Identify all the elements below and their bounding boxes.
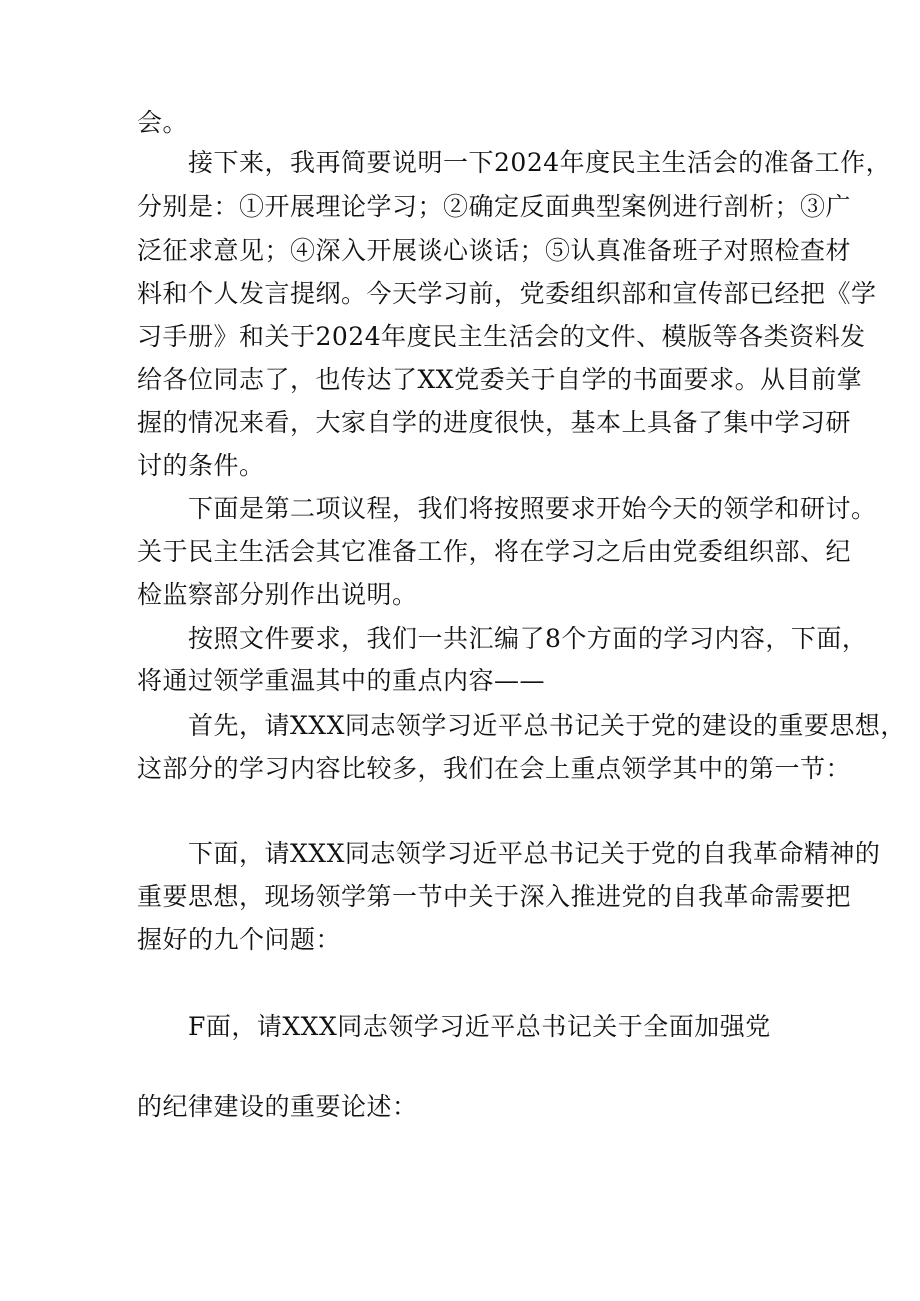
text-line: 检监察部分别作出说明。 <box>137 580 418 609</box>
text-line: 下面是第二项议程，我们将按照要求开始今天的领学和研讨。 <box>188 494 877 523</box>
text-line: 握好的九个问题： <box>137 925 342 954</box>
text-line: 料和个人发言提纲。今天学习前，党委组织部和宣传部已经把《学 <box>137 279 877 308</box>
text-line: 分别是：①开展理论学习；②确定反面典型案例进行剖析；③广 <box>137 192 852 221</box>
text-line: 习手册》和关于2024年度民主生活会的文件、模版等各类资料发 <box>137 322 866 351</box>
text-line: 的纪律建设的重要论述： <box>137 1092 418 1121</box>
text-line: 下面，请XXX同志领学习近平总书记关于党的自我革命精神的 <box>188 839 881 868</box>
text-line: 首先，请XXX同志领学习近平总书记关于党的建设的重要思想， <box>188 711 906 740</box>
text-line: F面，请XXX同志领学习近平总书记关于全面加强党 <box>188 1012 771 1041</box>
text-line: 重要思想，现场领学第一节中关于深入推进党的自我革命需要把 <box>137 882 852 911</box>
text-line: 这部分的学习内容比较多，我们在会上重点领学其中的第一节： <box>137 754 852 783</box>
text-line: 关于民主生活会其它准备工作，将在学习之后由党委组织部、纪 <box>137 537 852 566</box>
text-line: 讨的条件。 <box>137 451 265 480</box>
text-line: 泛征求意见；④深入开展谈心谈话；⑤认真准备班子对照检查材 <box>137 236 852 265</box>
text-line: 会。 <box>137 108 189 137</box>
text-line: 将通过领学重温其中的重点内容—— <box>137 666 546 695</box>
text-line: 给各位同志了，也传达了XX党委关于自学的书面要求。从目前掌 <box>137 365 863 394</box>
text-line: 接下来，我再简要说明一下2024年度民主生活会的准备工作， <box>188 148 892 177</box>
text-line: 按照文件要求，我们一共汇编了8个方面的学习内容，下面， <box>188 624 868 653</box>
text-line: 握的情况来看，大家自学的进度很快，基本上具备了集中学习研 <box>137 408 852 437</box>
